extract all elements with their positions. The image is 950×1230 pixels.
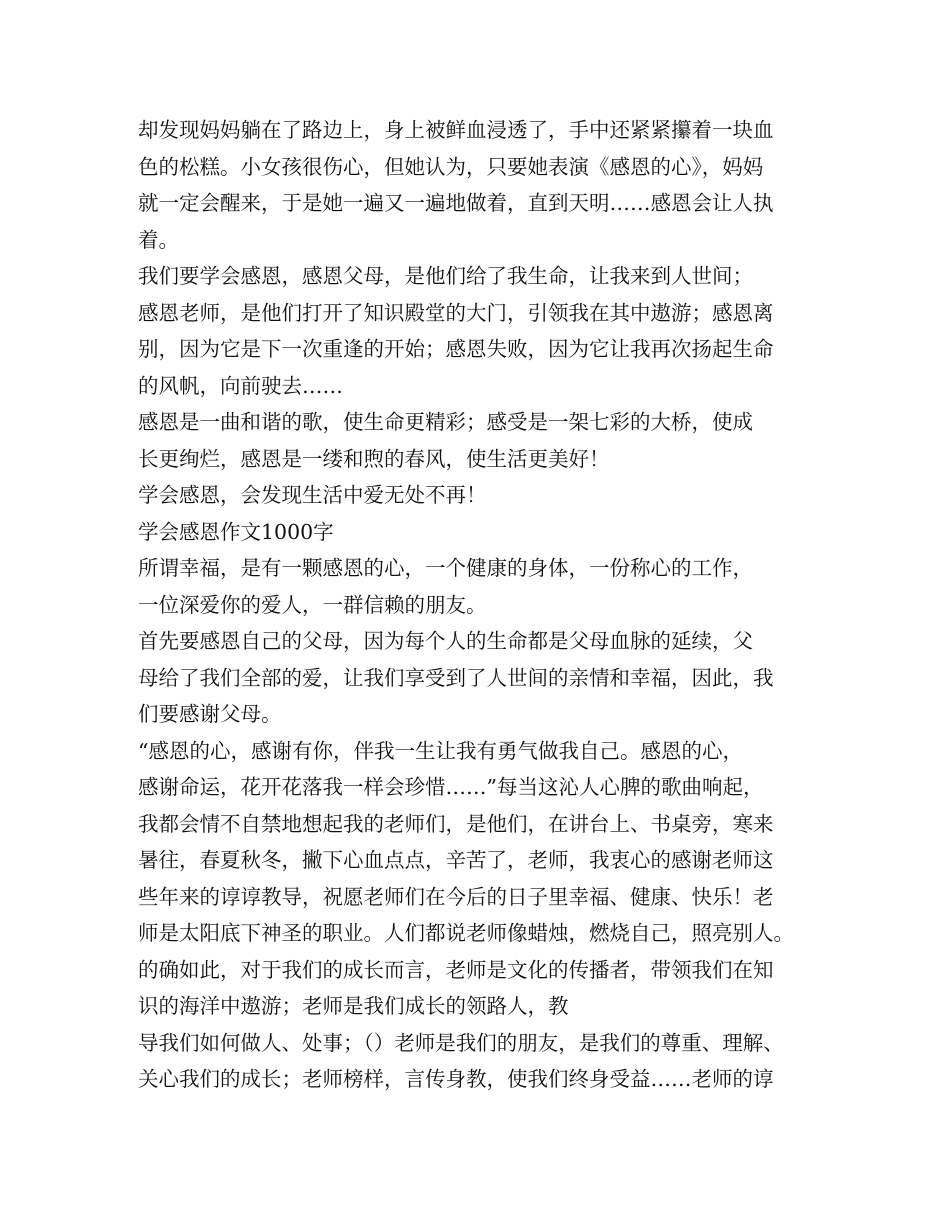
text-line: 学会感恩，会发现生活中爱无处不再！ xyxy=(138,483,487,507)
text-line: 导我们如何做人、处事；（）老师是我们的朋友，是我们的尊重、理解、 xyxy=(138,1030,784,1055)
text-line: 关心我们的成长；老师榜样，言传身教，使我们终身受益……老师的谆 xyxy=(138,1067,774,1091)
text-line: 的确如此，对于我们的成长而言，老师是文化的传播者，带领我们在知 xyxy=(138,957,774,982)
text-line: 们要感谢父母。 xyxy=(138,702,282,726)
text-line: 色的松糕。小女孩很伤心，但她认为，只要她表演《感恩的心》，妈妈 xyxy=(138,154,764,179)
text-line: 学会感恩作文1000字 xyxy=(138,519,334,544)
text-line: 别，因为它是下一次重逢的开始；感恩失败，因为它让我再次扬起生命 xyxy=(138,337,774,361)
text-line: 母给了我们全部的爱，让我们享受到了人世间的亲情和幸福，因此，我 xyxy=(138,665,774,690)
text-line: 感恩是一曲和谐的歌，使生命更精彩；感受是一架七彩的大桥，使成 xyxy=(138,410,753,434)
text-line: 就一定会醒来，于是她一遍又一遍地做着，直到天明……感恩会让人执 xyxy=(138,191,774,215)
text-line: 暑往，春夏秋冬，撇下心血点点，辛苦了，老师，我衷心的感谢老师这 xyxy=(138,848,774,872)
text-line: 些年来的谆谆教导，祝愿老师们在今后的日子里幸福、健康、快乐！老 xyxy=(138,884,774,909)
text-line: 感恩老师，是他们打开了知识殿堂的大门，引领我在其中遨游；感恩离 xyxy=(138,300,774,325)
text-line: 识的海洋中遨游；老师是我们成长的领路人，教 xyxy=(138,994,569,1018)
text-line: 我都会情不自禁地想起我的老师们，是他们，在讲台上、书桌旁，寒来 xyxy=(138,811,774,836)
text-line: 长更绚烂，感恩是一缕和煦的春风，使生活更美好！ xyxy=(138,446,610,471)
text-line: 一位深爱你的爱人，一群信赖的朋友。 xyxy=(138,592,487,617)
text-line: 首先要感恩自己的父母，因为每个人的生命都是父母血脉的延续，父 xyxy=(138,629,753,653)
text-line: 着。 xyxy=(138,227,179,252)
text-line: 感谢命运，花开花落我一样会珍惜……”每当这沁人心脾的歌曲响起， xyxy=(138,775,764,799)
text-line: 的风帆，向前驶去…… xyxy=(138,373,343,398)
document-body-text xyxy=(138,112,818,1098)
text-line: 所谓幸福，是有一颗感恩的心，一个健康的身体，一份称心的工作， xyxy=(138,556,753,580)
text-line: 师是太阳底下神圣的职业。人们都说老师像蜡烛，燃烧自己，照亮别人。 xyxy=(138,921,794,945)
text-line: 却发现妈妈躺在了路边上，身上被鲜血浸透了，手中还紧紧攥着一块血 xyxy=(138,118,774,142)
text-line: 我们要学会感恩，感恩父母，是他们给了我生命，让我来到人世间； xyxy=(138,264,753,288)
text-line: “感恩的心，感谢有你，伴我一生让我有勇气做我自己。感恩的心， xyxy=(138,738,743,763)
